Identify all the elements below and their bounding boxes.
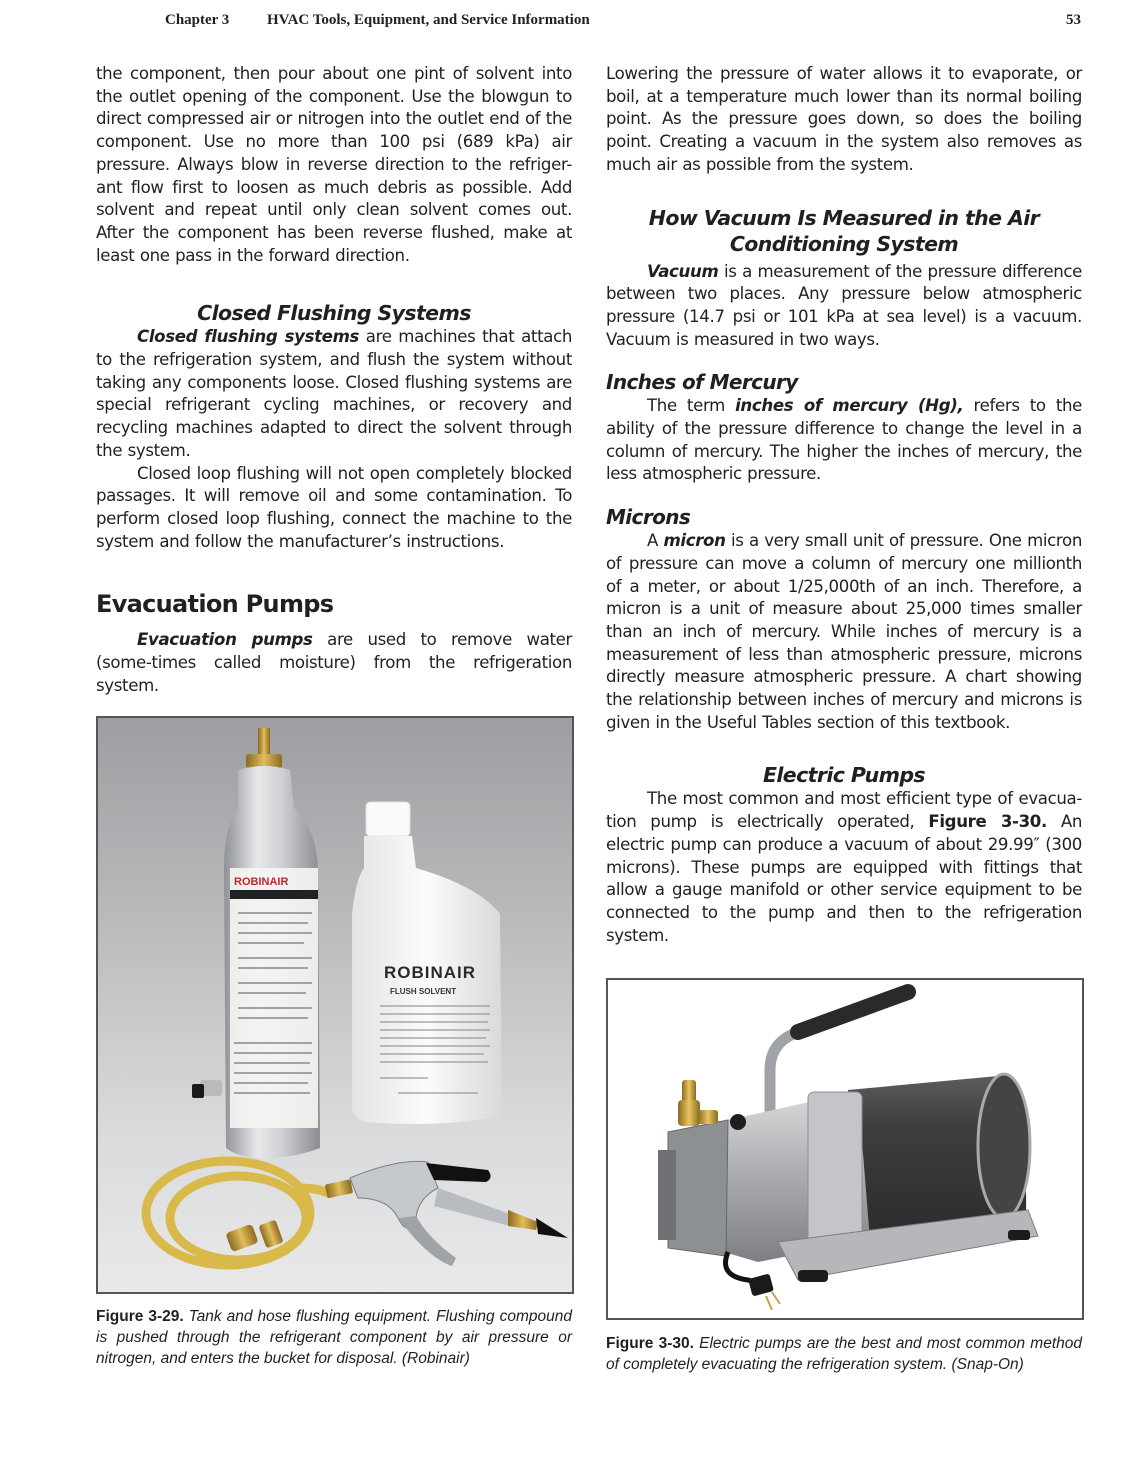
heading-electric-pumps: Electric Pumps (762, 763, 926, 788)
paragraph-closed-loop-flushing: Closed loop flushing will not open completely blocked passages. It will remove oil and some contamination. To perform closed loop flushing, connect the machine to the system and follow the manufacturer’s instructions. (96, 463, 572, 551)
figure-label: Figure 3-30. (606, 1335, 694, 1352)
tank-brand-label: ROBINAIR (234, 876, 289, 888)
blowgun (350, 1161, 568, 1266)
paragraph-vacuum-definition (606, 261, 1082, 352)
paragraph-inches-of-mercury (606, 395, 1082, 486)
left-column (96, 63, 572, 697)
paragraph-text: are machines that attach to the refrigeration system, and flush the system without taking any components loose. Closed flushing systems are special refrigerant cycling machines, or recovery and recycling machines adapted to direct the solvent through the system. (96, 327, 573, 460)
heading-microns: Microns (606, 505, 691, 530)
running-header (165, 12, 1081, 34)
caption-text: Tank and hose flushing equipment. Flushing compound is pushed through the refrigerant component by air pressure or nitrogen, and enters the bucket for disposal. (Robinair) (96, 1308, 572, 1367)
paragraph-text: The term (647, 396, 736, 416)
flushing-equipment-illustration (98, 718, 572, 1292)
figure-3-29-photo (96, 716, 574, 1294)
paragraph-text: is a very small unit of pressure. One micron of pressure can move a column of mercury one millionth of a meter, or about 1/25,000th of an inch. Therefore, a micron is a unit of measure about 25,000 times smaller than an inch of mercury. While inches of mercury is a measurement of less than atmospheric pressure, microns directly measure atmospheric pressure. A chart showing the relationship between inches of mercury and microns is given in the Useful Tables section of this textbook. (606, 531, 1082, 732)
figure-reference-3-30: Figure 3-30. (928, 812, 1047, 832)
heading-evacuation-pumps: Evacuation Pumps (96, 590, 334, 619)
paragraph-text: A (647, 531, 664, 551)
bottle-brand-label: ROBINAIR (384, 963, 477, 982)
flush-tank (192, 728, 320, 1158)
heading-inches-of-mercury: Inches of Mercury (606, 370, 798, 395)
term-micron: micron (663, 531, 726, 551)
figure-3-29-caption (96, 1306, 572, 1369)
term-closed-flushing-systems: Closed flushing systems (137, 327, 360, 347)
paragraph-text: is a measurement of the pressure difference between two places. Any pressure below atmospheric pressure (14.7 psi or 101 kPa at sea level) is a vacuum. Vacuum is measured in two ways. (606, 261, 1082, 349)
figure-3-30-caption (606, 1333, 1082, 1375)
electric-vacuum-pump-illustration (608, 980, 1082, 1318)
paragraph-text: The most common and most efficient type of evacua-tion pump is electrically operated, (606, 789, 1082, 832)
term-inches-of-mercury: inches of mercury (Hg), (735, 396, 964, 416)
bottle-product-label: FLUSH SOLVENT (390, 987, 457, 996)
paragraph-electric-pumps (606, 788, 1082, 947)
chapter-label: Chapter 3 (165, 12, 230, 28)
paragraph-text: refers to the ability of the pressure difference to change the level in a column of mercury. The higher the inches of mercury, the less atmospheric pressure. (606, 396, 1083, 484)
paragraph-evacuation-pumps (96, 629, 572, 697)
continued-paragraph: the component, then pour about one pint of solvent into the outlet opening of the component. Use the blowgun to direct compressed air or nitrogen into the outlet end of the component. Use no more than 100 psi (689 kPa) air pressure. Always blow in reverse direction to the refriger-ant flow first to loosen as much debris as possible. Add solvent and repeat until only clean solvent comes out. After the component has been reverse flushed, make at least one pass in the forward direction. (96, 64, 572, 265)
paragraph-text: An electric pump can produce a vacuum of about 29.99″ (300 microns). These pumps are equipped with fittings that allow a gauge manifold or other service equipment to be connected to the pump and then to the refrigeration system. (606, 812, 1083, 945)
paragraph-closed-flushing-definition (96, 326, 572, 462)
heading-closed-flushing-systems: Closed Flushing Systems (197, 301, 471, 326)
flush-solvent-bottle (352, 802, 502, 1124)
heading-how-vacuum-is-measured: How Vacuum Is Measured in the Air Conditioning System (648, 205, 1040, 256)
chapter-title: HVAC Tools, Equipment, and Service Information (267, 12, 590, 28)
right-column (606, 63, 1082, 947)
paragraph-text: are used to remove water (some-times called moisture) from the refrigeration system. (96, 630, 573, 695)
page-number: 53 (1066, 12, 1081, 28)
caption-text: Electric pumps are the best and most common method of completely evacuating the refrigeration system. (Snap-On) (606, 1335, 1082, 1373)
figure-label: Figure 3-29. (96, 1308, 184, 1325)
power-cord (726, 1252, 781, 1310)
brass-valve (678, 1080, 718, 1126)
figure-3-30-photo (606, 978, 1084, 1320)
paragraph-microns (606, 530, 1082, 734)
paragraph-lowering-pressure: Lowering the pressure of water allows it to evaporate, or boil, at a temperature much lower than its normal boiling point. As the pressure goes down, so does the boiling point. Creating a vacuum in the system also removes as much air as possible from the system. (606, 64, 1082, 174)
term-evacuation-pumps: Evacuation pumps (137, 630, 313, 650)
term-vacuum: Vacuum (647, 261, 719, 281)
